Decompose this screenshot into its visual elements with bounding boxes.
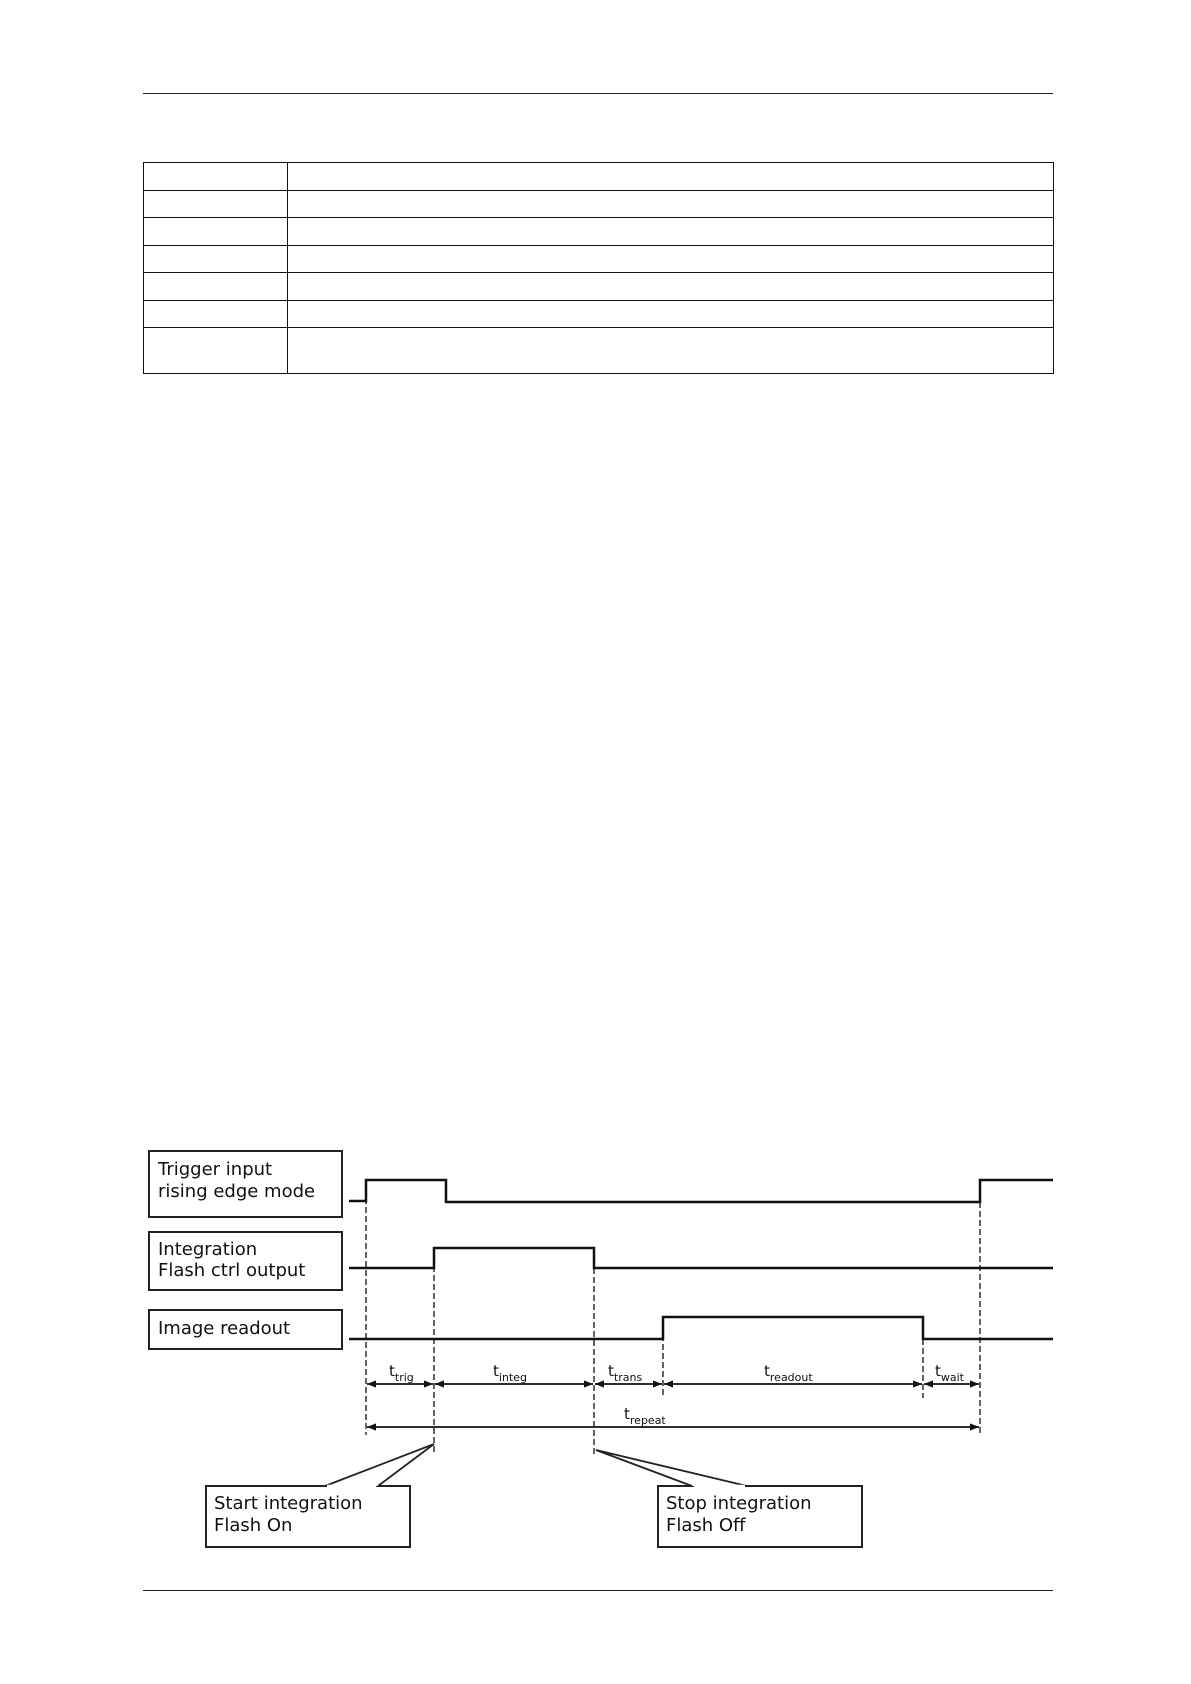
signal-label-box-integration xyxy=(149,1232,342,1290)
interval-label: $t_{wait}$ xyxy=(935,1362,964,1384)
interval-label: $t_{readout}$ xyxy=(764,1362,813,1384)
signal-label-box-trigger xyxy=(149,1151,342,1217)
callout-line: Flash Off xyxy=(666,1515,746,1536)
callout-start-integration xyxy=(206,1444,434,1547)
integration-waveform xyxy=(349,1248,1053,1268)
interval-arrows xyxy=(367,1384,979,1427)
signal-label-line: Integration xyxy=(158,1239,258,1260)
total-interval-label: $t_{repeat}$ xyxy=(624,1405,666,1427)
signal-label-line: Image readout xyxy=(158,1318,291,1339)
signal-label-line: rising edge mode xyxy=(158,1181,316,1202)
interval-label: $t_{trans}$ xyxy=(608,1362,643,1384)
signal-label-line: Trigger input xyxy=(158,1159,273,1180)
callout-stop-integration xyxy=(596,1450,862,1547)
footer-rule xyxy=(143,1590,1053,1591)
callout-line: Start integration xyxy=(214,1493,363,1514)
trigger-waveform xyxy=(349,1180,1053,1202)
interval-label: $t_{trig}$ xyxy=(389,1362,414,1384)
signal-label-box-readout xyxy=(149,1310,342,1349)
interval-label: $t_{integ}$ xyxy=(493,1362,527,1384)
callout-line: Flash On xyxy=(214,1515,293,1536)
signal-label-line: Flash ctrl output xyxy=(158,1260,306,1281)
callout-line: Stop integration xyxy=(666,1493,812,1514)
waveforms xyxy=(349,1180,1053,1339)
readout-waveform xyxy=(349,1317,1053,1339)
